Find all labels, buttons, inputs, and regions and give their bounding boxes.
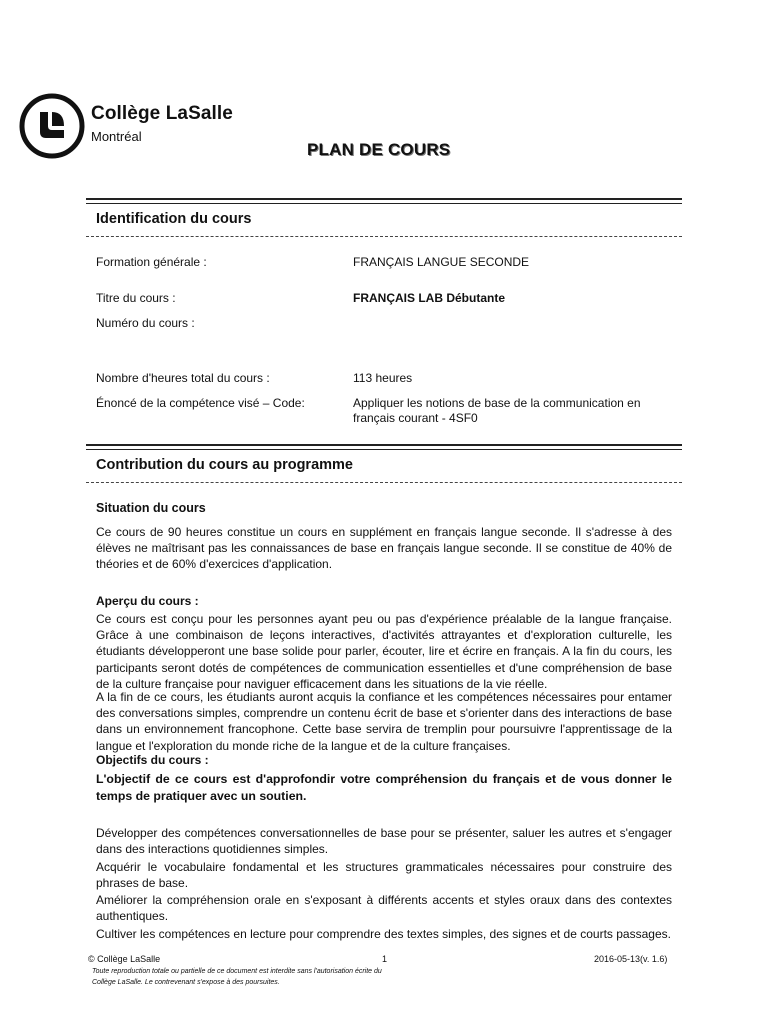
contribution-heading: Contribution du cours au programme <box>96 457 353 473</box>
dotted-divider <box>86 482 682 483</box>
footer-date-version: 2016-05-13(v. 1.6) <box>594 954 668 964</box>
situation-text: Ce cours de 90 heures constitue un cours en supplément en français langue seconde. Il s'adresse à des élèves ne maîtrisant pas les connaissances de base en français langue seconde. Il se constitue de 40% de théories et de 60% d'exercices d'application. <box>96 525 672 572</box>
objectif-item: Développer des compétences conversationnelles de base pour se présenter, saluer les autres et s'engager dans des interactions quotidiennes simples. <box>96 826 672 857</box>
apercu-paragraph-2: A la fin de ce cours, les étudiants auront acquis la confiance et les compétences nécessaires pour entamer des conversations simples, comprendre un contenu écrit de base et s'orienter dans des interactions de base dans un environnement francophone. Cette base servira de tremplin pour poursuivre l'apprentissage de la langue et l'exploration du monde riche de la langue et de la culture françaises. <box>96 690 672 753</box>
objectif-item: Améliorer la compréhension orale en s'exposant à différents accents et styles oraux dans des contextes authentiques. <box>96 893 672 924</box>
objectifs-intro: L'objectif de ce cours est d'approfondir votre compréhension du français et de vous donner le temps de pratiquer avec un soutien. <box>96 772 672 803</box>
situation-heading: Situation du cours <box>96 501 206 515</box>
identification-heading: Identification du cours <box>96 211 252 227</box>
apercu-heading: Aperçu du cours : <box>96 594 199 608</box>
objectif-item: Cultiver les compétences en lecture pour comprendre des textes simples, des signes et de courts passages. <box>96 927 671 941</box>
objectifs-heading: Objectifs du cours : <box>96 753 209 767</box>
footer-copyright: © Collège LaSalle <box>88 954 161 964</box>
formation-label: Formation générale : <box>96 255 207 269</box>
logo-city: Montréal <box>91 129 142 144</box>
college-logo <box>19 93 239 159</box>
heures-label: Nombre d'heures total du cours : <box>96 371 270 385</box>
dotted-divider <box>86 236 682 237</box>
enonce-label: Énoncé de la compétence visé – Code: <box>96 396 305 410</box>
logo-name: Collège LaSalle <box>91 103 233 124</box>
numero-label: Numéro du cours : <box>96 316 195 330</box>
formation-value: FRANÇAIS LANGUE SECONDE <box>353 255 530 269</box>
college-lasalle-logo-icon <box>19 93 85 159</box>
section-divider <box>86 444 682 450</box>
heures-value: 113 heures <box>353 371 413 385</box>
objectif-item: Acquérir le vocabulaire fondamental et les structures grammaticales nécessaires pour construire des phrases de base. <box>96 860 672 891</box>
enonce-value: Appliquer les notions de base de la communication en français courant - 4SF0 <box>353 396 641 425</box>
section-divider <box>86 198 682 204</box>
apercu-paragraph-1: Ce cours est conçu pour les personnes ayant peu ou pas d'expérience préalable de la langue française. Grâce à une combinaison de leçons interactives, d'activités attrayantes et d'exploration culturelle, les étudiants développeront une base solide pour parler, écouter, lire et écrire en français. A la fin du cours, les participants seront dotés de compétences de communication essentielles et d'une compréhension de base de la culture française pour naviguer efficacement dans les situations de la vie réelle. <box>96 612 672 691</box>
page-title: PLAN DE COURS <box>307 140 451 159</box>
titre-label: Titre du cours : <box>96 291 176 305</box>
page-number: 1 <box>382 954 388 964</box>
titre-value: FRANÇAIS LAB Débutante <box>353 291 505 305</box>
footer-legal-notice: Toute reproduction totale ou partielle de ce document est interdite sans l'autorisation écrite du Collège LaSalle. Le contrevenant s'expose à des poursuites. <box>92 968 382 986</box>
